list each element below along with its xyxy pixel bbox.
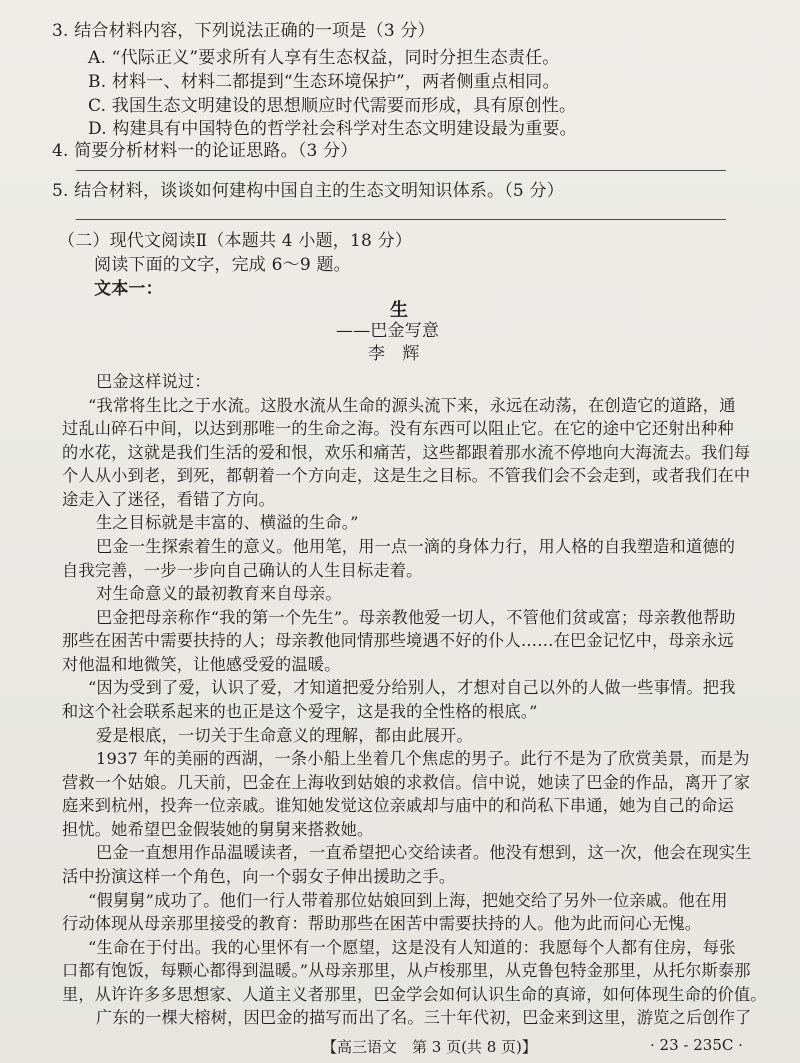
body-line: 和这个社会联系起来的也正是这个爱字，这是我的全性格的根底。” xyxy=(62,702,538,721)
body-line: 的水花，这就是我们生活的爱和恨，欢乐和痛苦，这些都跟着那水流不停地向大海流去。我们每 xyxy=(62,442,751,462)
option-a: A. “代际正义”要求所有人享有生态权益，同时分担生态责任。 xyxy=(88,48,560,68)
body-line: 庭来到杭州，投奔一位亲戚。谁知她发觉这位亲戚却与庙中的和尚私下串通，她为自己的命运 xyxy=(62,796,734,816)
footer-page-info: 【高三语文 第 3 页(共 8 页)】 xyxy=(322,1038,537,1056)
body-line: 担忧。她希望巴金假装她的舅舅来搭救她。 xyxy=(62,819,374,839)
body-line: 自我完善，一步一步向自己确认的人生目标走着。 xyxy=(62,560,423,580)
option-d: D. 构建具有中国特色的哲学社会科学对生态文明建设最为重要。 xyxy=(88,119,577,139)
section-instruction: 阅读下面的文字，完成 6～9 题。 xyxy=(94,255,351,275)
article-title: 生 xyxy=(390,300,408,321)
article-author: 李 辉 xyxy=(368,344,420,364)
body-line: 巴金这样说过： xyxy=(96,372,211,391)
body-line: 活中扮演这样一个角色，向一个弱女子伸出援助之手。 xyxy=(62,867,456,886)
body-line: 过乱山碎石中间，以达到那唯一的生命之海。没有东西可以阻止它。在它的途中它还射出种种 xyxy=(62,419,734,439)
body-line: “我常将生比之于水流。这股水流从生命的源头流下来，永远在动荡，在创造它的道路，通 xyxy=(88,395,736,415)
body-line: “假舅舅”成功了。他们一行人带着那位姑娘回到上海，把她交给了另外一位亲戚。他在用 xyxy=(88,890,728,910)
body-line: 广东的一棵大榕树，因巴金的描写而出了名。三十年代初，巴金来到这里，游览之后创作了 xyxy=(96,1008,752,1028)
body-line: 巴金一生探索着生的意义。他用笔，用一点一滴的身体力行，用人格的自我塑造和道德的 xyxy=(96,537,736,556)
footer-code: · 23 - 235C · xyxy=(650,1036,743,1054)
option-b: B. 材料一、材料二都提到“生态环境保护”，两者侧重点相同。 xyxy=(88,72,560,92)
body-line: 1937 年的美丽的西湖，一条小船上坐着几个焦虑的男子。此行不是为了欣赏美景，而是为 xyxy=(96,749,750,769)
article-subtitle: ——巴金写意 xyxy=(336,321,440,341)
question-5: 5. 结合材料，谈谈如何建构中国自主的生态文明知识体系。（5 分） xyxy=(52,181,564,201)
answer-line-q5 xyxy=(76,219,726,220)
body-line: “因为受到了爱，认识了爱，才知道把爱分给别人，才想对自己以外的人做一些事情。把我 xyxy=(88,678,736,698)
body-line: 行动体现从母亲那里接受的教育：帮助那些在困苦中需要扶持的人。他为此而问心无愧。 xyxy=(62,914,702,934)
body-line: 途走入了迷径，看错了方向。 xyxy=(62,489,276,509)
body-line: 那些在困苦中需要扶持的人；母亲教他同情那些境遇不好的仆人……在巴金记忆中，母亲永远 xyxy=(62,631,734,651)
body-line: 爱是根底，一切关于生命意义的理解，都由此展开。 xyxy=(96,725,473,745)
body-line: 对生命意义的最初教育来自母亲。 xyxy=(96,584,342,604)
text-one-label: 文本一： xyxy=(94,279,163,299)
answer-line-q4 xyxy=(76,170,726,171)
question-3-stem: 3. 结合材料内容，下列说法正确的一项是（3 分） xyxy=(52,21,435,41)
body-line: 个人从小到老，到死，都朝着一个方向走，这是生之目标。不管我们会不会走到，或者我们在中 xyxy=(62,466,751,486)
body-line: 营救一个姑娘。几天前，巴金在上海收到姑娘的求救信。信中说，她读了巴金的作品，离开了家 xyxy=(62,772,751,792)
body-line: 对他温和地微笑，让他感受爱的温暖。 xyxy=(62,654,341,674)
option-c: C. 我国生态文明建设的思想顺应时代需要而形成，具有原创性。 xyxy=(88,96,577,116)
body-line: 生之目标就是丰富的、横溢的生命。” xyxy=(96,513,359,533)
body-line: 巴金一直想用作品温暖读者，一直希望把心交给读者。他没有想到，这一次，他会在现实生 xyxy=(96,843,752,863)
body-line: 口都有饱饭，每颗心都得到温暖。”从母亲那里，从卢梭那里，从克鲁包特金那里，从托尔斯泰那 xyxy=(62,961,751,981)
body-line: “生命在于付出。我的心里怀有一个愿望，这是没有人知道的：我愿每个人都有住房，每张 xyxy=(88,937,736,957)
question-4: 4. 简要分析材料一的论证思路。（3 分） xyxy=(52,141,358,161)
section-heading: （二）现代文阅读Ⅱ（本题共 4 小题，18 分） xyxy=(58,231,413,251)
body-line: 里，从许许多多思想家、人道主义者那里，巴金学会如何认识生命的真谛，如何体现生命的价值。 xyxy=(62,984,767,1004)
body-line: 巴金把母亲称作“我的第一个先生”。母亲教他爱一切人，不管他们贫或富；母亲教他帮助 xyxy=(96,607,736,627)
